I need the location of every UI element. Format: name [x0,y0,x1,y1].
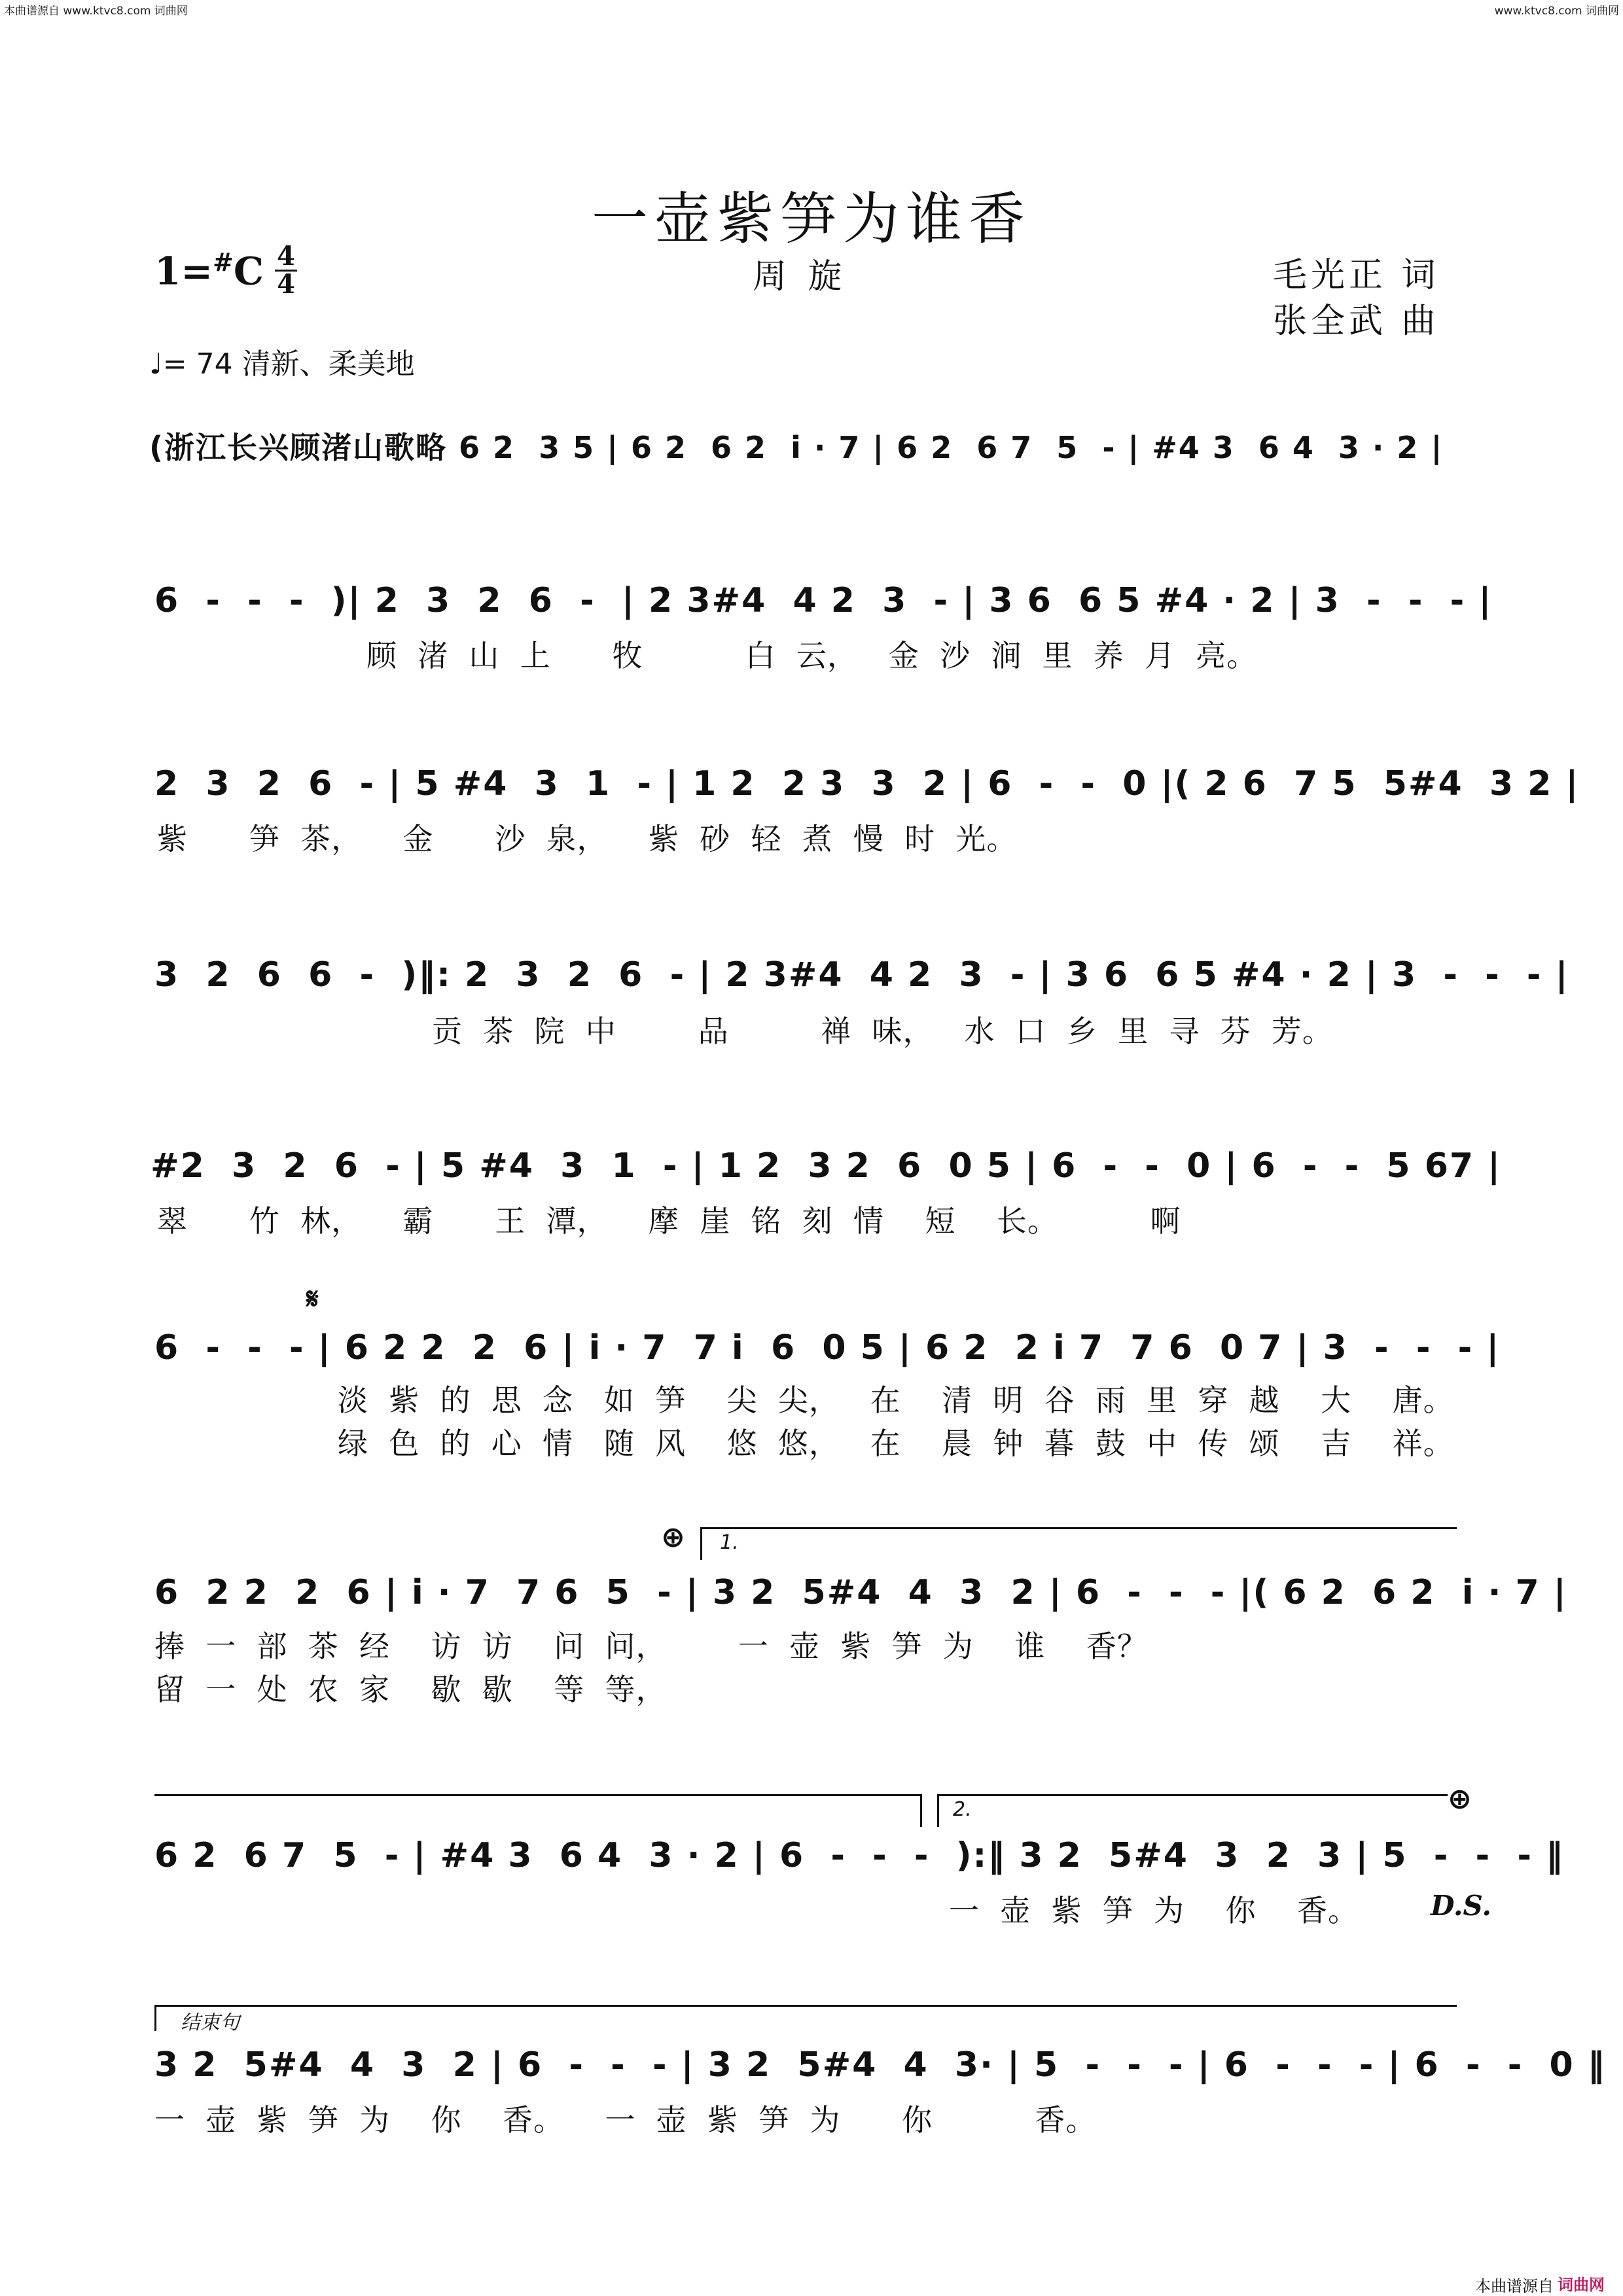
score-line-4: 3 2 6 6 - )‖: 2 3 2 6 - | 2 3#4 4 2 3 - | 3 6 6 5 #4 · 2 | 3 - - - | [154,955,1569,995]
segno-symbol: 𝄋 [306,1282,319,1316]
key-sharp: # [212,247,234,277]
lyric-line-7a: 捧 一 部 茶 经 访 访 问 问， 一 壶 紫 笋 为 谁 香？ [154,1629,1148,1664]
score-line-6: 6 - - - | 6 2 2 2 6 | i · 7 7 i 6 0 5 | 6 2 2 i 7 7 6 0 7 | 3 - - - | [154,1328,1501,1368]
volta-1-end [920,1794,922,1827]
score-line-2: 6 - - - )| 2 3 2 6 - | 2 3#4 4 2 3 - | 3 6 6 5 #4 · 2 | 3 - - - | [154,581,1493,620]
tempo-marking: ♩= 74 清新、柔美地 [149,347,415,381]
footer-watermark: 本曲谱源自 [1475,2277,1554,2295]
page-title: 一壶紫笋为谁香 [592,186,1031,252]
lyric-line-3: 紫 笋 茶， 金 沙 泉， 紫 砂 轻 煮 慢 时 光。 [157,821,1018,857]
ending-label: 结束句 [181,2011,240,2034]
volta-2-bracket [937,1794,1448,1796]
coda-symbol-2: ⊕ [1448,1782,1472,1816]
lyricist: 毛光正 词 [1273,256,1440,295]
key-note: C [233,249,264,294]
volta-2-bracket-left [937,1794,939,1827]
score-line-7: 6 2 2 2 6 | i · 7 7 6 5 - | 3 2 5#4 4 3 2 | 6 - - - |( 6 2 6 2 i · 7 | [154,1573,1567,1612]
volta-1-bracket [700,1527,1457,1529]
volta-1-label: 1. [720,1531,739,1554]
header-watermark-right: www.ktvc8.com 词曲网 [1494,5,1619,18]
ending-bracket-left [154,2005,156,2031]
dal-segno-mark: D.S. [1431,1890,1492,1922]
time-signature [275,243,297,298]
footer-brand: 词曲网 [1558,2276,1605,2294]
lyric-line-8: 一 壶 紫 笋 为 你 香。 [949,1893,1359,1928]
score-line-8: 6 2 6 7 5 - | #4 3 6 4 3 · 2 | 6 - - - ):‖ 3 2 5#4 3 2 3 | 5 - - - ‖ [154,1836,1565,1875]
ending-bracket [154,2005,1457,2007]
score-line-5: #2 3 2 6 - | 5 #4 3 1 - | 1 2 3 2 6 0 5 | 6 - - 0 | 6 - - 5 67 | [151,1146,1502,1186]
key-signature [154,247,264,293]
lyric-line-9: 一 壶 紫 笋 为 你 香。 一 壶 紫 笋 为 你 香。 [154,2102,1097,2138]
lyric-line-6b: 绿 色 的 心 情 随 风 悠 悠， 在 晨 钟 暮 鼓 中 传 颂 吉 祥。 [338,1426,1454,1461]
coda-symbol-1: ⊕ [661,1521,685,1554]
lyric-line-6a: 淡 紫 的 思 念 如 笋 尖 尖， 在 清 明 谷 雨 里 穿 越 大 唐。 [338,1383,1454,1418]
lyric-line-7b: 留 一 处 农 家 歇 歇 等 等， [154,1672,667,1707]
arranger: 周 旋 [753,257,847,296]
lyric-line-5: 翠 竹 林， 霸 王 潭， 摩 崖 铭 刻 情 短 长。 啊 [157,1203,1181,1239]
score-line-9: 3 2 5#4 4 3 2 | 6 - - - | 3 2 5#4 4 3· | 5 - - - | 6 - - - | 6 - - 0 ‖ [154,2045,1606,2085]
time-bottom: 4 [277,269,295,300]
lyric-line-2: 顾 渚 山 上 牧 白 云， 金 沙 涧 里 养 月 亮。 [366,638,1258,673]
score-line-3: 2 3 2 6 - | 5 #4 3 1 - | 1 2 2 3 3 2 | 6 - - 0 |( 2 6 7 5 5#4 3 2 | [154,764,1580,804]
volta-1-bracket-left [700,1527,702,1560]
volta-1-continued [154,1794,920,1796]
key-prefix: 1= [154,249,213,294]
volta-2-label: 2. [953,1798,972,1821]
lyric-line-4: 贡 茶 院 中 品 禅 味， 水 口 乡 里 寻 芬 芳。 [432,1014,1333,1049]
time-top: 4 [277,241,295,272]
header-watermark-left: 本曲谱源自 www.ktvc8.com 词曲网 [4,5,188,18]
score-line-1: (浙江长兴顾渚山歌略 6 2 3 5 | 6 2 6 2 i · 7 | 6 2 6 7 5 - | #4 3 6 4 3 · 2 | [149,430,1444,465]
composer: 张全武 曲 [1273,302,1440,341]
